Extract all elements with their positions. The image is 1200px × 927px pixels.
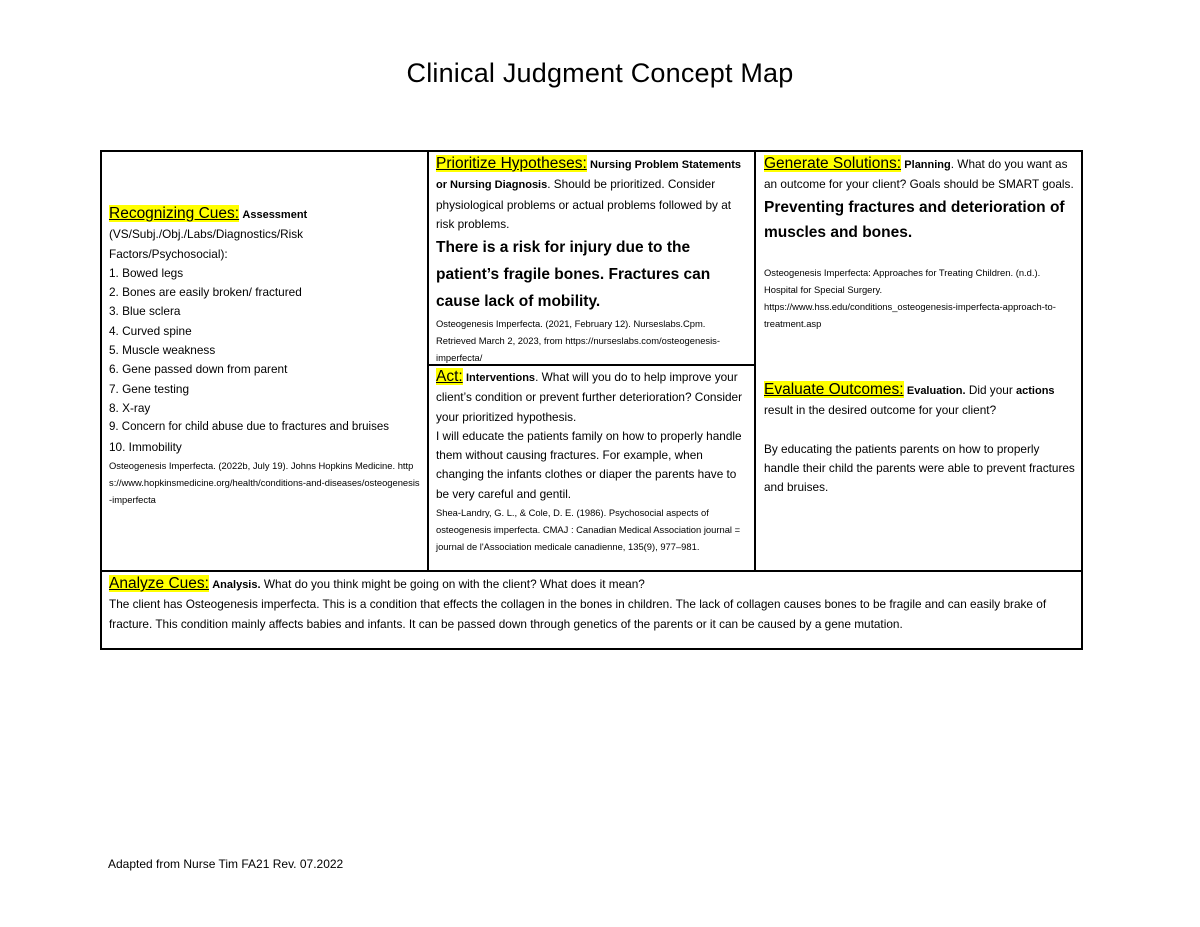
evaluate-outcomes-description: Did your xyxy=(965,383,1017,397)
cue-item: 2. Bones are easily broken/ fractured xyxy=(109,285,302,300)
cue-item: 9. Concern for child abuse due to fractures and bruises xyxy=(109,421,389,434)
prioritize-hypotheses-reference: Osteogenesis Imperfecta. (2021, February 12). Nurseslabs.Cpm. Retrieved March 2, 2023, from https://nurseslabs.com/osteogenesis-imperfecta/ xyxy=(436,318,720,364)
prioritize-hypotheses-answer: There is a risk for injury due to the patient’s fragile bones. Fractures can cause lack of mobility. xyxy=(436,239,711,311)
evaluate-outcomes-description-bold: actions xyxy=(1016,385,1055,397)
analyze-cues-cell xyxy=(102,570,1081,648)
cue-item: 3. Blue sclera xyxy=(109,304,181,319)
prioritize-hypotheses-cell xyxy=(429,152,756,366)
recognizing-cues-cell xyxy=(102,152,429,570)
generate-solutions-reference: Osteogenesis Imperfecta: Approaches for Treating Children. (n.d.). Hospital for Special Surgery. https://www.hss.edu/conditions_osteogenesis-imperfecta-approach-to-treatment.asp xyxy=(764,266,1056,329)
act-cell xyxy=(429,366,756,570)
recognizing-cues-heading: Recognizing Cues: xyxy=(109,205,240,222)
cue-item: 7. Gene testing xyxy=(109,381,190,396)
analyze-cues-heading: Analyze Cues: xyxy=(109,575,209,592)
act-reference: Shea-Landry, G. L., & Cole, D. E. (1986). Psychosocial aspects of osteogenesis imperfecta. CMAJ : Canadian Medical Association journal = journal de l'Association medicale canadienne, 135(9), 977–981. xyxy=(436,507,741,553)
cue-item: 4. Curved spine xyxy=(109,323,192,338)
concept-map-table xyxy=(100,150,1083,650)
generate-solutions-answer: Preventing fractures and deterioration of muscles and bones. xyxy=(764,198,1065,241)
evaluate-outcomes-cell xyxy=(756,370,1081,570)
cue-item: 1. Bowed legs xyxy=(109,265,184,280)
analyze-cues-subheading: Analysis. xyxy=(212,579,261,591)
evaluate-outcomes-answer: By educating the patients parents on how to properly handle their child the parents were able to prevent fractures and bruises. xyxy=(764,441,1075,495)
cue-item: 8. X-ray xyxy=(109,400,151,415)
act-answer: I will educate the patients family on how to properly handle them without causing fractures. For example, when changing the infants clothes or diaper the parents have to be very careful and gentil. xyxy=(436,428,742,501)
analyze-cues-description: What do you think might be going on with the client? What does it mean? xyxy=(260,577,645,591)
act-subheading: Interventions xyxy=(465,372,536,384)
prioritize-hypotheses-subheading: Nursing Problem Statements or Nursing Diagnosis xyxy=(436,159,742,192)
prioritize-hypotheses-heading: Prioritize Hypotheses: xyxy=(436,155,587,172)
footer-note: Adapted from Nurse Tim FA21 Rev. 07.2022 xyxy=(108,857,344,871)
page-title: Clinical Judgment Concept Map xyxy=(406,58,794,88)
cue-item: 6. Gene passed down from parent xyxy=(109,362,288,377)
evaluate-outcomes-subheading: Evaluation. xyxy=(906,385,966,397)
recognizing-cues-subheading: Assessment xyxy=(242,209,308,221)
generate-solutions-heading: Generate Solutions: xyxy=(764,155,902,172)
act-heading: Act: xyxy=(436,368,463,385)
cue-item: 10. Immobility xyxy=(109,439,182,454)
recognizing-cues-reference: Osteogenesis Imperfecta. (2022b, July 19). Johns Hopkins Medicine. https://www.hopkinsmedicine.org/health/conditions-and-diseases/osteogenesis-imperfecta xyxy=(109,459,420,505)
generate-solutions-description: . What do you want as an outcome for your client? Goals should be SMART goals. xyxy=(764,157,1074,192)
evaluate-outcomes-description-end: result in the desired outcome for your client? xyxy=(764,403,997,418)
act-description: . What will you do to help improve your client’s condition or prevent further deterioration? Consider your prioritized hypothesis. xyxy=(436,370,743,424)
prioritize-hypotheses-description: . Should be prioritized. Consider physiological problems or actual problems followed by at risk problems. xyxy=(436,177,732,231)
recognizing-cues-description: (VS/Subj./Obj./Labs/Diagnostics/Risk Factors/Psychosocial): xyxy=(109,227,304,261)
analyze-cues-answer: The client has Osteogenesis imperfecta. This is a condition that effects the collagen in the bones in children. The lack of collagen causes bones to be fragile and can easily brake of fracture. This condition mainly affects babies and infants. It can be passed down through genetics of the parents or it can be caused by a gene mutation. xyxy=(109,597,1047,631)
evaluate-outcomes-heading: Evaluate Outcomes: xyxy=(764,381,904,398)
generate-solutions-subheading: Planning xyxy=(904,159,951,171)
generate-solutions-cell xyxy=(756,152,1081,370)
cue-item: 5. Muscle weakness xyxy=(109,343,216,358)
